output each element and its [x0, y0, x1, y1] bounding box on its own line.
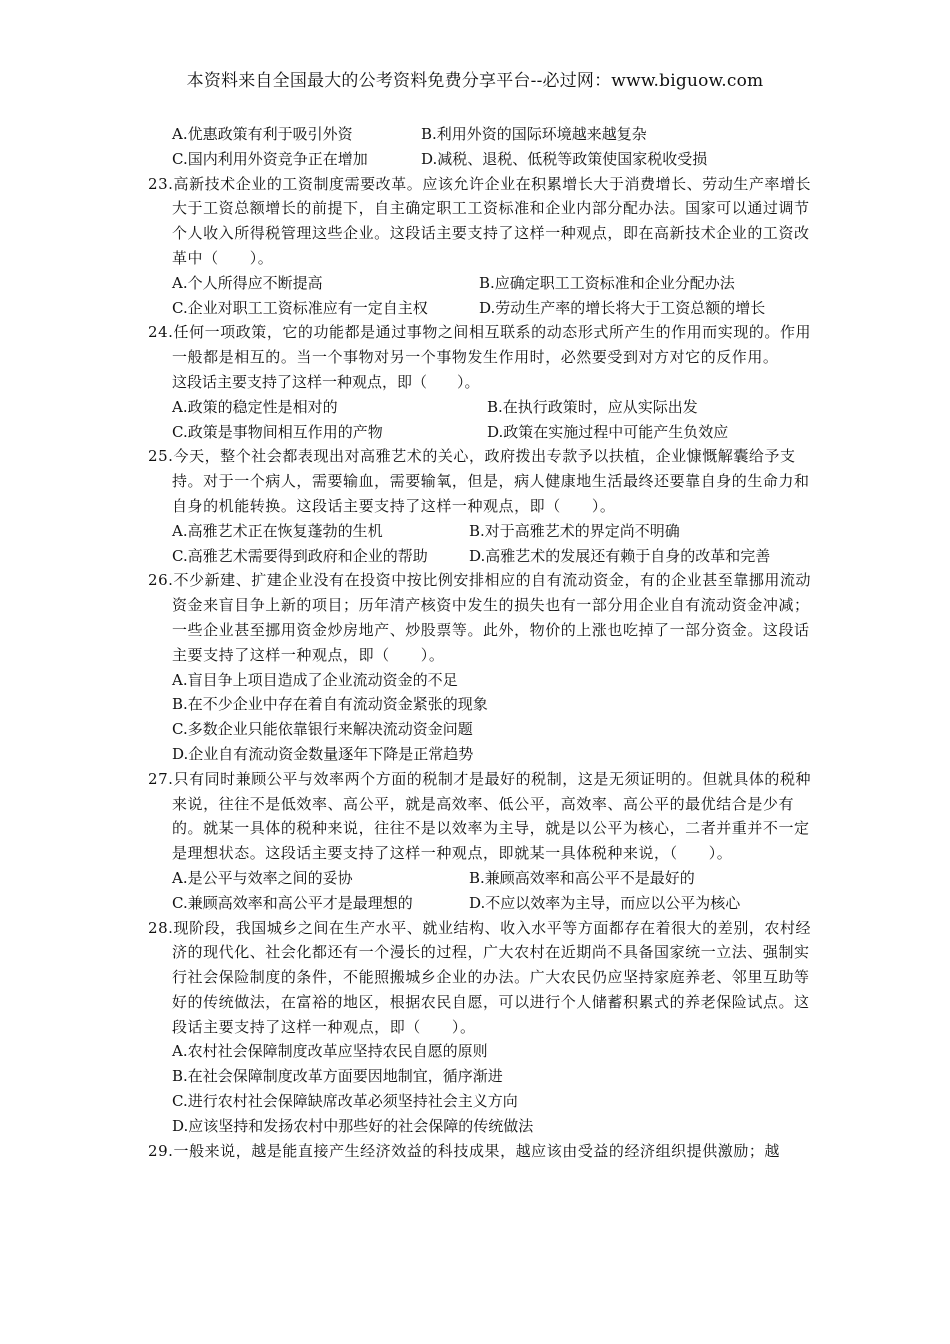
question-prompt: 这段话主要支持了这样一种观点，即（ ）。	[172, 372, 480, 391]
question-text: 一般来说，越是能直接产生经济效益的科技成果，越应该由受益的经济组织提供激励；越	[173, 1141, 780, 1160]
option-b: B.兼顾高效率和高公平不是最好的	[469, 868, 695, 887]
option-d: D.减税、退税、低税等政策使国家税收受损	[421, 149, 708, 168]
question-text: 任何一项政策，它的功能都是通过事物之间相互联系的动态形式所产生的作用而实现的。作用一般都是相互的。当一个事物对另一个事物发生作用时，必然要受到对方对它的反作用。	[172, 323, 812, 367]
option-d: D.政策在实施过程中可能产生负效应	[487, 422, 729, 441]
option-b: B.应确定职工工资标准和企业分配办法	[479, 273, 735, 292]
option-d: D.不应以效率为主导，而应以公平为核心	[469, 893, 741, 912]
option-b: B.对于高雅艺术的界定尚不明确	[469, 521, 680, 540]
question-number: 25.	[148, 447, 174, 466]
question-text: 今天，整个社会都表现出对高雅艺术的关心，政府拨出专款予以扶植，企业慷慨解囊给予支持。对于一个病人，需要输血，需要输氧，但是，病人健康地生活最终还要靠自身的生命力和自身的机能转换。这段话主要支持了这样一种观点，即（ ）。	[172, 447, 810, 515]
question-24	[148, 320, 812, 444]
option-a: A.高雅艺术正在恢复蓬勃的生机	[172, 521, 383, 540]
question-list	[148, 122, 812, 1163]
continuation-options	[148, 122, 812, 172]
question-number: 29.	[148, 1141, 174, 1160]
question-number: 26.	[148, 571, 174, 590]
option-c: C.兼顾高效率和高公平才是最理想的	[172, 893, 413, 912]
question-26	[148, 568, 812, 766]
option-b: B.在社会保障制度改革方面要因地制宜，循序渐进	[172, 1067, 503, 1086]
option-a: A.盲目争上项目造成了企业流动资金的不足	[172, 670, 458, 689]
question-27	[148, 767, 812, 916]
option-a: A.政策的稳定性是相对的	[172, 397, 338, 416]
option-c: C.多数企业只能依靠银行来解决流动资金问题	[172, 720, 473, 739]
option-d: D.高雅艺术的发展还有赖于自身的改革和完善	[469, 546, 771, 565]
option-c: C.高雅艺术需要得到政府和企业的帮助	[172, 546, 428, 565]
question-number: 23.	[148, 174, 174, 193]
option-d: D.劳动生产率的增长将大于工资总额的增长	[479, 298, 766, 317]
option-a: A.优惠政策有利于吸引外资	[172, 125, 353, 143]
page-header: 本资料来自全国最大的公考资料免费分享平台--必过网：www.biguow.com	[186, 71, 764, 91]
option-b: B.在不少企业中存在着自有流动资金紧张的现象	[172, 695, 488, 714]
option-d: D.应该坚持和发扬农村中那些好的社会保障的传统做法	[172, 1116, 534, 1135]
option-b: B.在执行政策时，应从实际出发	[487, 397, 698, 416]
option-b: B.利用外资的国际环境越来越复杂	[421, 125, 647, 143]
question-25	[148, 444, 812, 568]
question-29	[148, 1139, 812, 1164]
option-d: D.企业自有流动资金数量逐年下降是正常趋势	[172, 744, 474, 763]
question-text: 不少新建、扩建企业没有在投资中按比例安排相应的自有流动资金，有的企业甚至靠挪用流动资金来盲目争上新的项目；历年清产核资中发生的损失也有一部分用企业自有流动资金冲减；一些企业甚至挪用资金炒房地产、炒股票等。此外，物价的上涨也吃掉了一部分资金。这段话主要支持了这样一种观点，即（ ）。	[172, 571, 812, 664]
option-a: A.农村社会保障制度改革应坚持农民自愿的原则	[172, 1042, 488, 1061]
question-text: 只有同时兼顾公平与效率两个方面的税制才是最好的税制，这是无须证明的。但就具体的税种来说，往往不是低效率、高公平，就是高效率、低公平，高效率、高公平的最优结合是少有的。就某一具体的税种来说，往往不是以效率为主导，就是以公平为核心，二者并重并不一定是理想状态。这段话主要支持了这样一种观点，即就某一具体税种来说，（ ）。	[172, 769, 812, 863]
question-number: 24.	[148, 323, 174, 342]
option-c: C.企业对职工工资标准应有一定自主权	[172, 298, 428, 317]
question-text: 现阶段，我国城乡之间在生产水平、就业结构、收入水平等方面都存在着很大的差别，农村经济的现代化、社会化都还有一个漫长的过程，广大农村在近期尚不具备国家统一立法、强制实行社会保险制度的条件，不能照搬城乡企业的办法。广大农民仍应坚持家庭养老、邻里互助等好的传统做法，在富裕的地区，根据农民自愿，可以进行个人储蓄积累式的养老保险试点。这段话主要支持了这样一种观点，即（ ）。	[172, 918, 812, 1036]
question-number: 27.	[148, 769, 174, 788]
option-c: C.进行农村社会保障缺席改革必须坚持社会主义方向	[172, 1092, 518, 1111]
option-a: A.个人所得应不断提高	[172, 273, 323, 292]
option-c: C.国内利用外资竞争正在增加	[172, 149, 368, 168]
question-23	[148, 172, 812, 321]
option-c: C.政策是事物间相互作用的产物	[172, 422, 383, 441]
question-text: 高新技术企业的工资制度需要改革。应该允许企业在积累增长大于消费增长、劳动生产率增长大于工资总额增长的前提下，自主确定职工工资标准和企业内部分配办法。国家可以通过调节个人收入所得税管理这些企业。这段话主要支持了这样一种观点，即在高新技术企业的工资改革中（ ）。	[172, 174, 812, 267]
question-number: 28.	[148, 918, 174, 937]
question-28	[148, 916, 812, 1139]
option-a: A.是公平与效率之间的妥协	[172, 868, 353, 887]
